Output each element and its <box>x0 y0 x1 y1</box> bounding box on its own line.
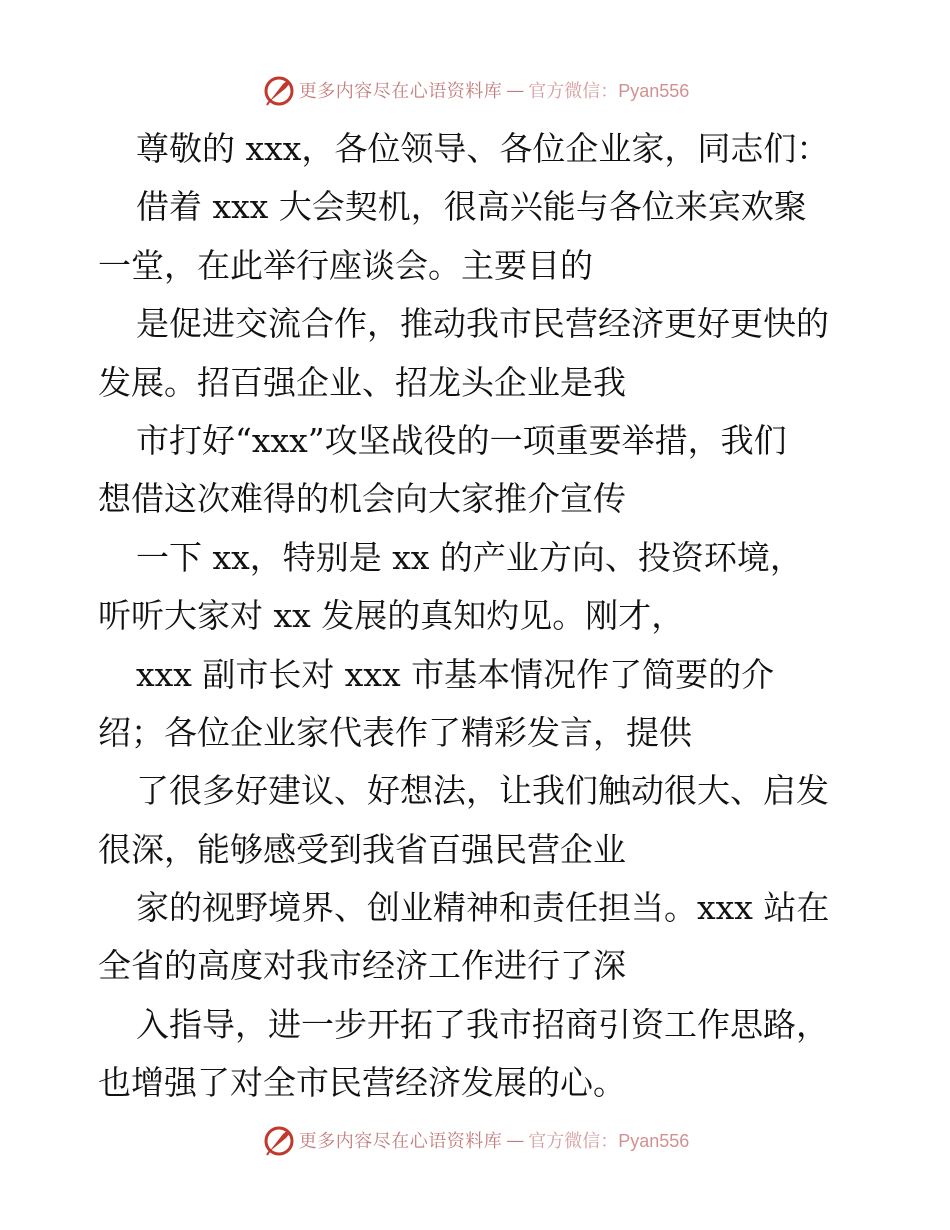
wechat-label: 官方微信： <box>528 1131 619 1152</box>
text-line: 入指导，进一步开拓了我市招商引资工作思路， <box>136 1004 829 1044</box>
banner-wechat <box>528 1127 689 1153</box>
banner-separator: — <box>506 79 525 101</box>
text-line: xxx 副市长对 xxx 市基本情况作了简要的介 <box>136 654 775 694</box>
header-banner <box>0 72 950 108</box>
pen-logo-icon <box>261 72 297 108</box>
text-line: 家的视野境界、创业精神和责任担当。xxx 站在 <box>136 888 830 928</box>
banner-title: 更多内容尽在心语资料库 <box>298 81 503 102</box>
text-line: 想借这次难得的机会向大家推介宣传 <box>98 479 626 519</box>
banner-separator: — <box>506 1129 525 1151</box>
text-line: 了很多好建议、好想法，让我们触动很大、启发 <box>136 771 829 811</box>
text-line: 听听大家对 xx 发展的真知灼见。刚才， <box>98 596 685 636</box>
text-line: 市打好“xxx”攻坚战役的一项重要举措，我们 <box>136 420 787 460</box>
text-line: 借着 xxx 大会契机，很高兴能与各位来宾欢聚 <box>136 187 807 227</box>
banner-wechat <box>528 77 689 103</box>
text-line: 一下 xx，特别是 xx 的产业方向、投资环境， <box>136 537 803 577</box>
text-line: 尊敬的 xxx，各位领导、各位企业家，同志们： <box>136 129 830 168</box>
wechat-id: Pyan556 <box>618 81 690 101</box>
document-body <box>98 120 858 1113</box>
text-line: 是促进交流合作，推动我市民营经济更好更快的 <box>136 304 829 344</box>
pen-logo-icon <box>261 1122 297 1158</box>
text-line: 全省的高度对我市经济工作进行了深 <box>98 946 626 986</box>
footer-banner <box>0 1122 950 1158</box>
text-line: 也增强了对全市民营经济发展的心。 <box>98 1063 626 1103</box>
text-line: 很深，能够感受到我省百强民营企业 <box>98 829 626 869</box>
text-line: 一堂，在此举行座谈会。主要目的 <box>98 245 593 285</box>
wechat-id: Pyan556 <box>618 1131 690 1151</box>
banner-title: 更多内容尽在心语资料库 <box>298 1131 503 1152</box>
text-line: 绍；各位企业家代表作了精彩发言，提供 <box>98 712 692 752</box>
wechat-label: 官方微信： <box>528 81 619 102</box>
text-line: 发展。招百强企业、招龙头企业是我 <box>98 362 626 402</box>
